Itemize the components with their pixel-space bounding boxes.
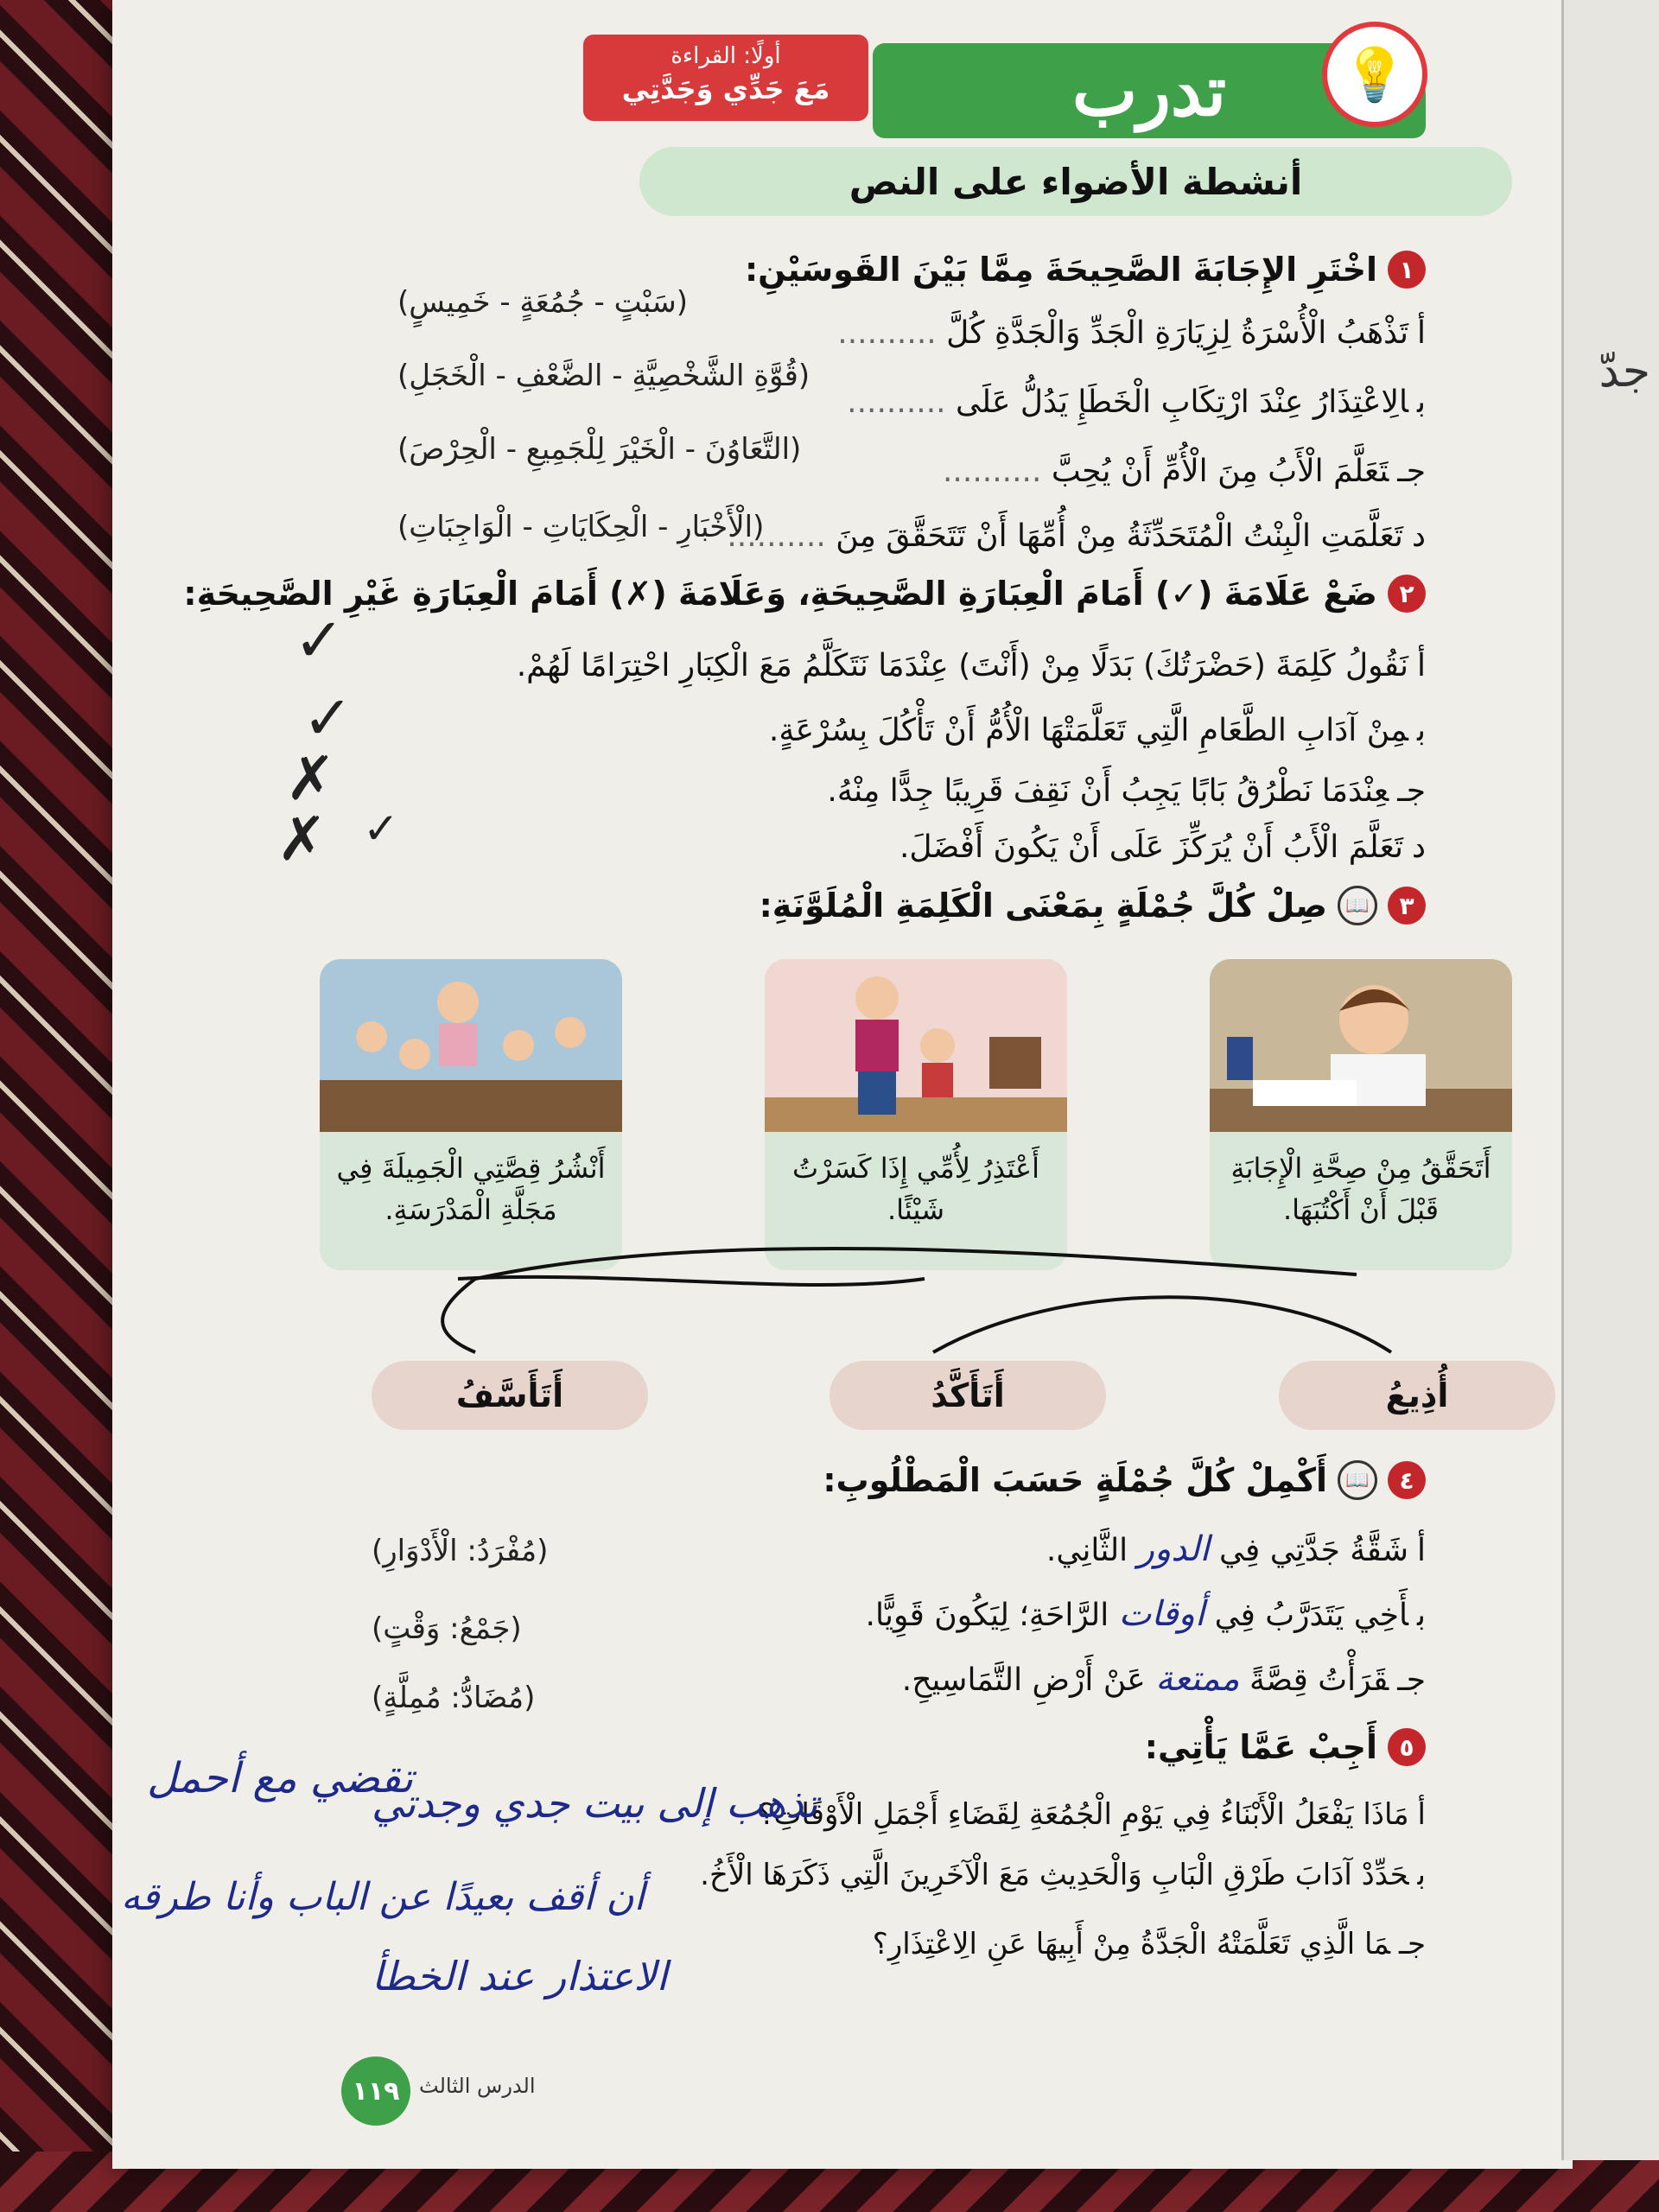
lightbulb-icon: 💡 bbox=[1322, 22, 1427, 127]
handwritten-answer-b[interactable]: أن أقف بعيدًا عن الباب وأنا طرقه bbox=[121, 1875, 645, 1919]
handwritten-check-mark: ✓ bbox=[363, 804, 399, 854]
item-letter: ب bbox=[1417, 1858, 1426, 1892]
item-text: نَقُولُ كَلِمَةَ (حَضْرَتُكَ) بَدَلًا مِنْ (أَنْتَ) عِنْدَمَا نَتَكَلَّمُ مَعَ الْكِبَارِ احْتِرَامًا لَهُمْ. bbox=[516, 648, 1408, 683]
q5-number-badge: ٥ bbox=[1388, 1728, 1426, 1766]
item-text: الِاعْتِذَارُ عِنْدَ ارْتِكَابِ الْخَطَإِ يَدُلُّ عَلَى bbox=[956, 385, 1408, 420]
item-text: تَذْهَبُ الْأُسْرَةُ لِزِيَارَةِ الْجَدِّ وَالْجَدَّةِ كُلَّ bbox=[946, 315, 1408, 351]
handwritten-answer[interactable]: ممتعة bbox=[1155, 1659, 1240, 1699]
item-text: حَدِّدْ آدَابَ طَرْقِ الْبَابِ وَالْحَدِيثِ مَعَ الْآخَرِينَ الَّتِي ذَكَرَهَا الْأَخُ. bbox=[700, 1858, 1409, 1892]
q5-item-c bbox=[873, 1927, 1426, 1961]
match-line bbox=[458, 1277, 925, 1285]
item-text: مَا الَّذِي تَعَلَّمَتْهُ الْجَدَّةُ مِنْ أَبِيهَا عَنِ الِاعْتِذَارِ؟ bbox=[872, 1927, 1391, 1961]
q4-hint-a: (مُفْرَدُ: الْأَدْوَارِ) bbox=[372, 1534, 549, 1568]
page-number: ١١٩ bbox=[341, 2056, 410, 2126]
lesson-title: مَعَ جَدِّي وَجَدَّتِي bbox=[621, 73, 830, 105]
item-text: تَعَلَّمَتِ الْبِنْتُ الْمُتَحَدِّثَةُ مِنْ أُمِّهَا أَنْ تَتَحَقَّقَ مِنَ bbox=[836, 518, 1403, 554]
q1-options-c: (التَّعَاوُنَ - الْخَيْرَ لِلْجَمِيعِ - الْحِرْصَ) bbox=[397, 432, 802, 467]
item-letter: جـ bbox=[1397, 1662, 1426, 1698]
item-text: مَاذَا يَفْعَلُ الْأَبْنَاءُ فِي يَوْمِ الْجُمُعَةِ لِقَضَاءِ أَجْمَلِ الْأَوْقَاتِ؟ bbox=[758, 1797, 1409, 1832]
item-text: قَرَأْتُ قِصَّةً bbox=[1249, 1662, 1389, 1698]
q1-heading bbox=[745, 251, 1426, 289]
handwritten-margin-note: تقضي مع أحمل bbox=[147, 1754, 414, 1802]
lesson-footer: الدرس الثالث bbox=[419, 2074, 536, 2098]
match-word-2[interactable]: أَتَأَكَّدُ bbox=[830, 1361, 1106, 1430]
q4-number-badge: ٤ bbox=[1388, 1461, 1426, 1499]
boy-writing-illustration bbox=[1210, 959, 1512, 1132]
blank: .......... bbox=[942, 454, 1042, 489]
picture-card-mother-son bbox=[765, 959, 1067, 1270]
handwritten-cross-mark: ✗ bbox=[276, 804, 327, 874]
q1-instruction: اخْتَرِ الإِجَابَةَ الصَّحِيحَةَ مِمَّا بَيْنَ القَوسَيْنِ: bbox=[744, 251, 1377, 289]
match-word-1[interactable]: أُذِيعُ bbox=[1279, 1361, 1555, 1430]
q2-heading bbox=[183, 575, 1426, 613]
q1-options-a: (سَبْتٍ - جُمُعَةٍ - خَمِيسٍ) bbox=[397, 285, 689, 320]
item-text: الثَّانِي. bbox=[1046, 1533, 1128, 1568]
blank: .......... bbox=[837, 315, 937, 351]
item-letter: أ bbox=[1417, 1797, 1426, 1832]
card-caption: أَتَحَقَّقُ مِنْ صِحَّةِ الْإِجَابَةِ قَبْلَ أَنْ أَكْتُبَهَا. bbox=[1230, 1152, 1491, 1226]
item-text: عِنْدَمَا نَطْرُقُ بَابًا يَجِبُ أَنْ نَقِفَ قَرِيبًا جِدًّا مِنْهُ. bbox=[827, 773, 1389, 809]
item-letter: ب bbox=[1416, 1598, 1426, 1633]
q2-item-c bbox=[827, 773, 1426, 809]
lesson-label: أولًا: القراءة bbox=[671, 43, 781, 69]
section-title: أنشطة الأضواء على النص bbox=[849, 160, 1303, 203]
q3-instruction: صِلْ كُلَّ جُمْلَةٍ بِمَعْنَى الْكَلِمَةِ الْمُلَوَّنَةِ: bbox=[759, 887, 1327, 925]
item-letter: أ bbox=[1416, 648, 1426, 683]
q5-instruction: أَجِبْ عَمَّا يَأْتِي: bbox=[1144, 1728, 1377, 1766]
match-word-3[interactable]: أَتَأَسَّفُ bbox=[372, 1361, 648, 1430]
item-letter: د bbox=[1411, 830, 1426, 865]
handwritten-answer[interactable]: أوقات bbox=[1118, 1594, 1205, 1634]
item-text: مِنْ آدَابِ الطَّعَامِ الَّتِي تَعَلَّمَتْهَا الْأُمُّ أَنْ تَأْكُلَ بِسُرْعَةٍ. bbox=[768, 713, 1408, 748]
carpet-background bbox=[0, 0, 130, 2212]
q1-item-d bbox=[727, 518, 1426, 554]
q4-instruction: أَكْمِلْ كُلَّ جُمْلَةٍ حَسَبَ الْمَطْلُوبِ: bbox=[823, 1461, 1327, 1499]
q2-item-b bbox=[769, 713, 1426, 748]
q2-item-d bbox=[899, 830, 1426, 865]
q1-item-b bbox=[847, 385, 1426, 420]
q4-item-c bbox=[902, 1659, 1426, 1699]
q3-number-badge: ٣ bbox=[1388, 887, 1426, 925]
page-title: تدرب bbox=[1071, 50, 1227, 131]
q4-item-a bbox=[1046, 1529, 1426, 1569]
picture-card-boy-writing bbox=[1210, 959, 1512, 1270]
section-band bbox=[639, 147, 1512, 216]
picture-card-classroom bbox=[320, 959, 622, 1270]
lesson-tag bbox=[583, 35, 868, 121]
handwritten-answer[interactable]: الدور bbox=[1137, 1529, 1210, 1569]
q4-heading bbox=[823, 1460, 1426, 1500]
item-letter: جـ bbox=[1397, 454, 1426, 489]
classroom-illustration bbox=[320, 959, 622, 1132]
handwritten-answer-c[interactable]: الاعتذار عند الخطأ bbox=[372, 1953, 668, 1999]
item-letter: أ bbox=[1416, 315, 1426, 351]
q1-number-badge: ١ bbox=[1388, 251, 1426, 289]
item-letter: د bbox=[1411, 518, 1426, 554]
edge-text: جدّ bbox=[1599, 346, 1650, 397]
q2-number-badge: ٢ bbox=[1388, 575, 1426, 613]
q5-item-b bbox=[700, 1858, 1426, 1892]
q2-item-a bbox=[517, 648, 1426, 683]
q4-hint-c: (مُضَادُّ: مُمِلَّةٍ) bbox=[372, 1681, 536, 1715]
blank: .......... bbox=[847, 385, 946, 420]
mother-son-illustration bbox=[765, 959, 1067, 1132]
q5-item-a bbox=[758, 1797, 1426, 1832]
item-letter: جـ bbox=[1399, 1927, 1426, 1961]
book-icon: 📖 bbox=[1338, 1460, 1377, 1500]
next-page-edge bbox=[1561, 0, 1659, 2160]
q1-item-a bbox=[837, 315, 1426, 351]
item-letter: ب bbox=[1416, 713, 1426, 748]
match-line bbox=[933, 1297, 1391, 1352]
blank: .......... bbox=[727, 518, 826, 554]
q3-heading bbox=[760, 886, 1426, 925]
handwritten-answer-a[interactable]: تذهب إلى بيت جدي وجدتي bbox=[372, 1780, 818, 1827]
item-text: أَخِي يَتَدَرَّبُ فِي bbox=[1214, 1598, 1408, 1633]
item-text: تَعَلَّمَ الْأَبُ أَنْ يُرَكِّزَ عَلَى أَنْ يَكُونَ أَفْضَلَ. bbox=[899, 830, 1403, 865]
q1-item-c bbox=[943, 454, 1426, 489]
handwritten-check-mark: ✓ bbox=[294, 605, 345, 676]
q1-options-b: (قُوَّةِ الشَّخْصِيَّةِ - الضَّعْفِ - الْخَجَلِ) bbox=[397, 359, 810, 393]
q4-hint-b: (جَمْعُ: وَقْتٍ) bbox=[372, 1611, 522, 1646]
handwritten-cross-mark: ✗ bbox=[285, 743, 336, 814]
item-letter: أ bbox=[1416, 1533, 1426, 1568]
item-letter: جـ bbox=[1397, 773, 1426, 809]
item-text: شَقَّةُ جَدَّتِي فِي bbox=[1219, 1533, 1408, 1568]
q1-options-d: (الْأَخْبَارِ - الْحِكَايَاتِ - الْوَاجِبَاتِ) bbox=[397, 510, 765, 544]
book-icon: 📖 bbox=[1338, 886, 1377, 925]
card-caption: أَنْشُرُ قِصَّتِي الْجَمِيلَةَ فِي مَجَلَّةِ الْمَدْرَسَةِ. bbox=[336, 1152, 606, 1226]
q5-heading bbox=[1145, 1728, 1426, 1766]
handwritten-check-mark: ✓ bbox=[302, 683, 353, 753]
item-text: عَنْ أَرْضِ التَّمَاسِيحِ. bbox=[901, 1662, 1146, 1698]
workbook-page bbox=[112, 0, 1573, 2169]
q4-item-b bbox=[866, 1594, 1426, 1634]
item-letter: ب bbox=[1416, 385, 1426, 420]
item-text: تَعَلَّمَ الْأَبُ مِنَ الْأُمِّ أَنْ يُحِبَّ bbox=[1051, 454, 1389, 489]
item-text: الرَّاحَةِ؛ لِيَكُونَ قَوِيًّا. bbox=[865, 1598, 1109, 1633]
card-caption: أَعْتَذِرُ لِأُمِّي إِذَا كَسَرْتُ شَيْئًا. bbox=[791, 1152, 1040, 1226]
q2-instruction: ضَعْ عَلَامَةَ (✓) أَمَامَ الْعِبَارَةِ الصَّحِيحَةِ، وَعَلَامَةَ (✗) أَمَامَ الْعِبَارَةِ غَيْرِ الصَّحِيحَةِ: bbox=[183, 575, 1377, 613]
